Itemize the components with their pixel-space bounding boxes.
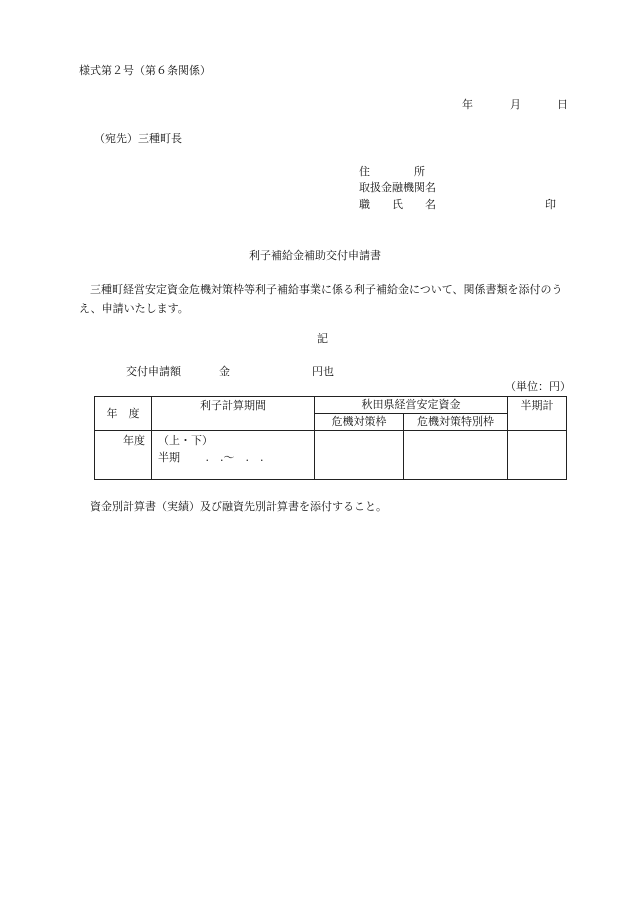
unit-note: （単位：円） — [505, 380, 571, 393]
date-year-label: 年 — [462, 98, 473, 111]
row-crisis-value — [315, 431, 404, 480]
header-period: 利子計算期間 — [152, 397, 315, 431]
amount-kin: 金 — [219, 365, 230, 378]
row-half-total-value — [508, 431, 567, 480]
row-dates: . .〜 . . — [205, 451, 264, 464]
form-number: 様式第２号（第６条関係） — [79, 64, 211, 77]
attachment-note: 資金別計算書（実績）及び融資先別計算書を添付すること。 — [90, 500, 387, 513]
header-crisis-special: 危機対策特別枠 — [404, 414, 508, 431]
header-fund: 秋田県経営安定資金 — [315, 397, 508, 414]
row-year-cell — [95, 431, 152, 480]
date-month-label: 月 — [510, 98, 521, 111]
name-label: 職 氏 名 — [359, 198, 436, 211]
row-period-cell — [152, 431, 315, 480]
header-half-total: 半期計 — [508, 397, 567, 431]
document-title: 利子補給金補助交付申請書 — [249, 249, 381, 262]
row-crisis-special-value — [404, 431, 508, 480]
body-text: 三種町経営安定資金危機対策枠等利子補給事業に係る利子補給金について、関係書類を添付のうえ、申請いたします。 — [79, 283, 563, 315]
amount-label: 交付申請額 — [126, 365, 181, 378]
institution-label: 取扱金融機関名 — [359, 181, 436, 194]
row-term-line — [158, 451, 314, 465]
row-half-select: （上・下） — [158, 434, 213, 447]
address-label: 住 所 — [359, 165, 425, 178]
header-year: 年 度 — [95, 397, 152, 431]
header-crisis: 危機対策枠 — [315, 414, 404, 431]
row-term-label: 半期 — [158, 451, 180, 464]
ki-label: 記 — [317, 332, 328, 345]
amount-unit: 円也 — [312, 365, 334, 378]
addressee: （宛先）三種町長 — [94, 132, 182, 145]
seal-mark: 印 — [545, 198, 556, 211]
row-year-label: 年度 — [123, 434, 145, 447]
interest-table — [94, 396, 567, 480]
date-day-label: 日 — [557, 98, 568, 111]
